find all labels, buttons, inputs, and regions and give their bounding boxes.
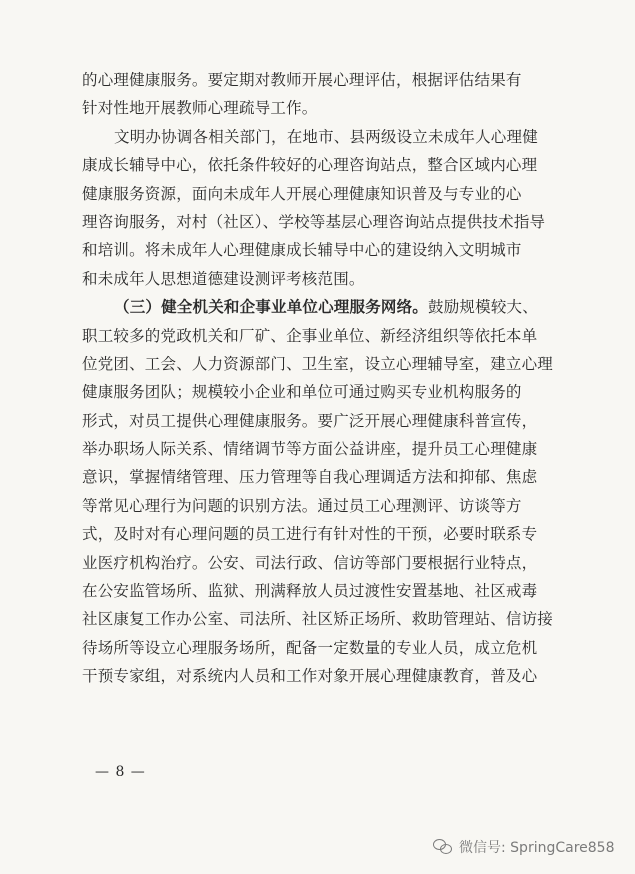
text-line: 位党团、工会、人力资源部门、卫生室，设立心理辅导室，建立心理 <box>82 354 554 373</box>
text-line: 针对性地开展教师心理疏导工作。 <box>82 99 318 118</box>
text-line: 等常见心理行为问题的识别方法。通过员工心理测评、访谈等方 <box>82 496 522 515</box>
page-number: — 8 — <box>95 764 146 780</box>
text-line: 待场所等设立心理服务场所，配备一定数量的专业人员，成立危机 <box>82 638 538 657</box>
text-line: 社区康复工作办公室、司法所、社区矫正场所、救助管理站、信访接 <box>82 610 554 629</box>
document-body <box>82 66 560 691</box>
text-line: 职工较多的党政机关和厂矿、企事业单位、新经济组织等依托本单 <box>82 326 538 345</box>
watermark-text: 微信号: SpringCare858 <box>459 840 615 856</box>
text-line: 和培训。将未成年人心理健康成长辅导中心的建设纳入文明城市 <box>82 241 522 260</box>
text-line: 式，及时对有心理问题的员工进行有针对性的干预，必要时联系专 <box>82 525 538 544</box>
text-fragment: 鼓励规模较大、 <box>428 298 538 317</box>
wechat-icon <box>433 839 453 855</box>
text-line: 康成长辅导中心，依托条件较好的心理咨询站点，整合区域内心理 <box>82 156 538 175</box>
text-line: 健康服务资源，面向未成年人开展心理健康知识普及与专业的心 <box>82 184 522 203</box>
text-line: 的心理健康服务。要定期对教师开展心理评估，根据评估结果有 <box>82 71 522 89</box>
text-line: 和未成年人思想道德建设测评考核范围。 <box>82 269 365 288</box>
wechat-watermark <box>433 837 614 857</box>
text-line: 健康服务团队；规模较小企业和单位可通过购买专业机构服务的 <box>82 383 522 402</box>
text-line: 业医疗机构治疗。公安、司法行政、信访等部门要根据行业特点， <box>82 553 538 572</box>
text-line: 意识，掌握情绪管理、压力管理等自我心理调适方法和抑郁、焦虑 <box>82 468 538 487</box>
text-line: 举办职场人际关系、情绪调节等方面公益讲座，提升员工心理健康 <box>82 440 538 459</box>
text-line: 干预专家组，对系统内人员和工作对象开展心理健康教育，普及心 <box>82 667 538 686</box>
text-line: 文明办协调各相关部门，在地市、县两级设立未成年人心理健 <box>114 127 538 146</box>
section-heading: （三）健全机关和企事业单位心理服务网络。 <box>114 298 429 317</box>
text-line: 理咨询服务，对村（社区）、学校等基层心理咨询站点提供技术指导 <box>82 212 546 231</box>
section-heading-line <box>82 293 560 321</box>
text-line: 在公安监管场所、监狱、刑满释放人员过渡性安置基地、社区戒毒 <box>82 582 538 601</box>
text-line: 形式，对员工提供心理健康服务。要广泛开展心理健康科普宣传， <box>82 411 538 430</box>
